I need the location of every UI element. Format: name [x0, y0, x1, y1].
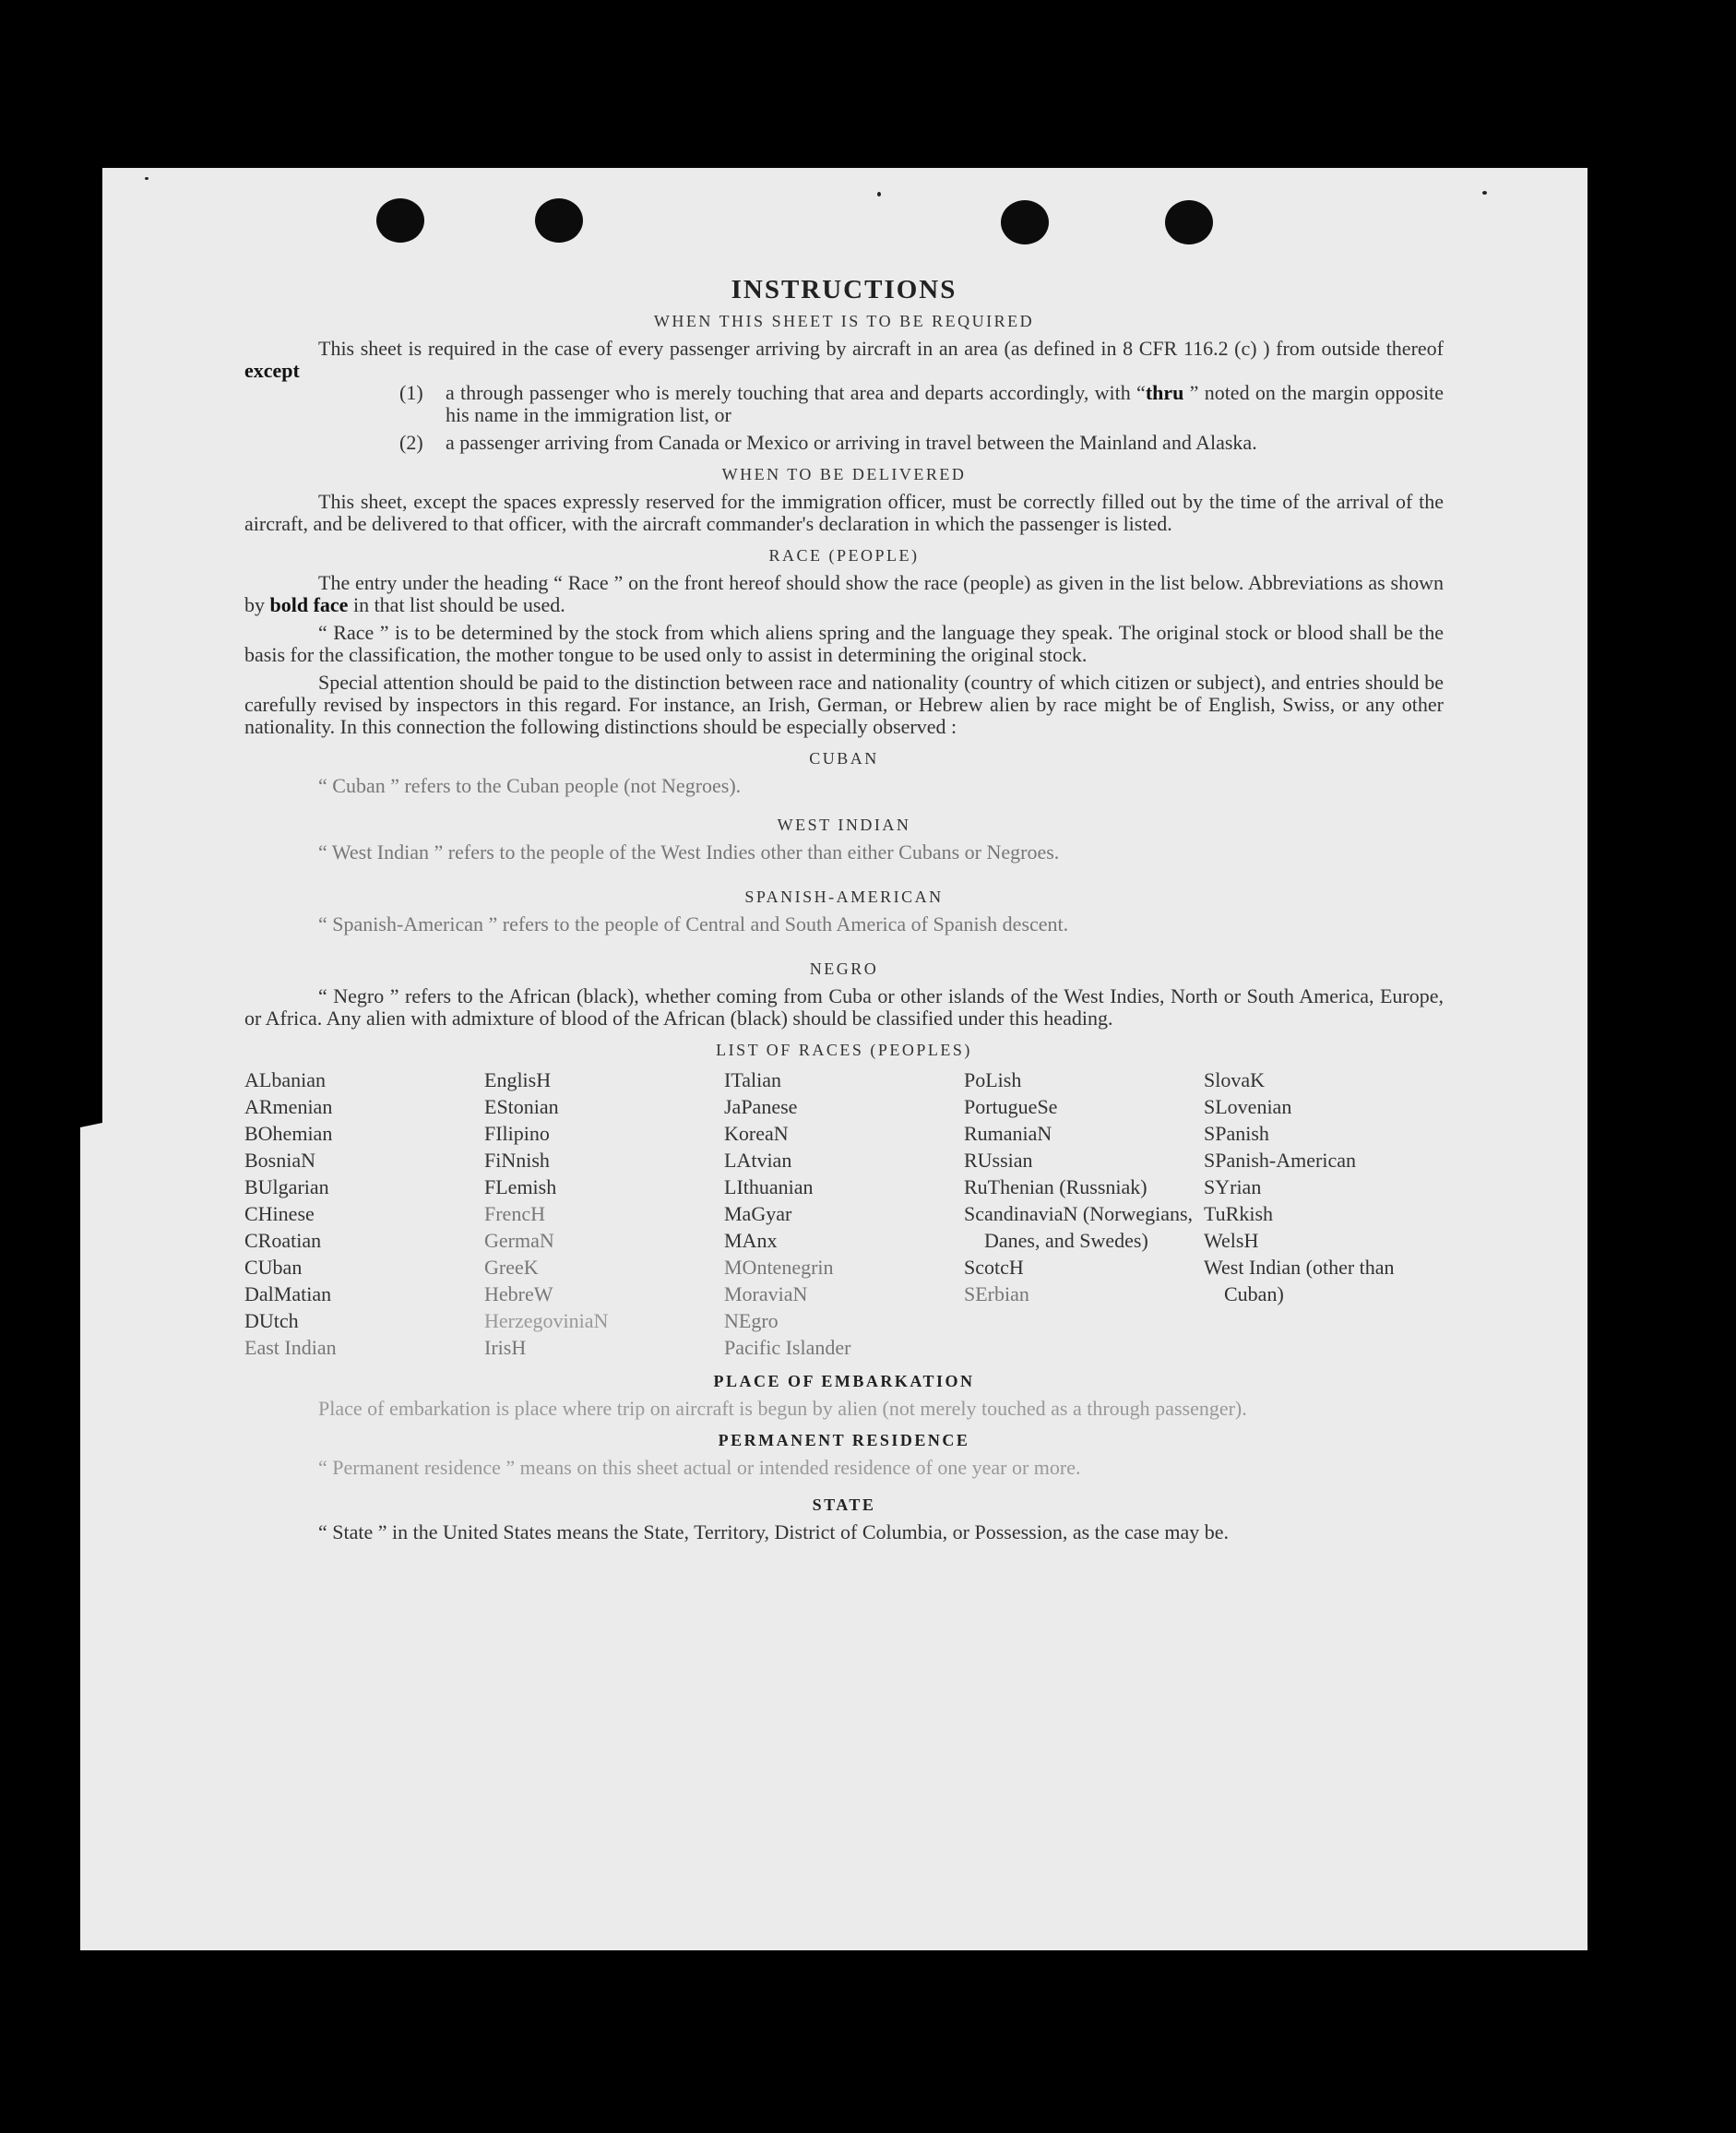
race-entry: FiNnish: [484, 1149, 550, 1172]
page-title: INSTRUCTIONS: [731, 275, 957, 304]
race-entry: DUtch: [244, 1309, 299, 1332]
race-entry: DalMatian: [244, 1282, 332, 1305]
races-column-5: [1204, 1066, 1444, 1361]
race-entry: ScotcH: [964, 1256, 1024, 1279]
race-entry: MaGyar: [724, 1202, 792, 1225]
race-entry: GermaN: [484, 1229, 554, 1252]
when-required-intro: This sheet is required in the case of every passenger arriving by aircraft in an area (as defined in 8 CFR 116.2 (c) ) from outside thereof except: [244, 337, 1444, 382]
race-paragraph-1: The entry under the heading “ Race ” on the front hereof should show the race (people) as given in the list below. Abbreviations as shown by bold face in that list should be used.: [244, 571, 1444, 616]
race-entry: LIthuanian: [724, 1175, 814, 1198]
race-entry: SlovaK: [1204, 1068, 1265, 1091]
races-column-4: [964, 1066, 1204, 1361]
race-entry: KoreaN: [724, 1122, 789, 1145]
race-entry: HebreW: [484, 1282, 553, 1305]
race-entry: JaPanese: [724, 1095, 798, 1118]
paper-speck: [877, 192, 881, 197]
race-entry: RuThenian (Russniak): [964, 1175, 1147, 1198]
when-delivered-text: This sheet, except the spaces expressly reserved for the immigration officer, must be correctly filled out by the time of the arrival of the aircraft, and be delivered to that officer, with the aircraft commander's declaration in which the passenger is listed.: [244, 490, 1444, 535]
cuban-text: “ Cuban ” refers to the Cuban people (not Negroes).: [318, 774, 742, 797]
state-text: “ State ” in the United States means the State, Territory, District of Columbia, or Possession, as the case may be.: [318, 1520, 1230, 1543]
paper-speck: [1482, 191, 1487, 195]
permanent-residence-text: “ Permanent residence ” means on this sheet actual or intended residence of one year or more.: [318, 1456, 1081, 1479]
races-column-1: [244, 1066, 484, 1361]
embarkation-text: Place of embarkation is place where trip on aircraft is begun by alien (not merely touched as a through passenger).: [318, 1397, 1247, 1420]
race-paragraph-2: “ Race ” is to be determined by the stock from which aliens spring and the language they speak. The original stock or blood shall be the basis for the classification, the mother tongue to be used only to assist in determining the original stock.: [244, 621, 1444, 666]
race-entry: West Indian (other than Cuban): [1204, 1256, 1395, 1305]
race-entry: BOhemian: [244, 1122, 333, 1145]
section-heading-when-required: WHEN THIS SHEET IS TO BE REQUIRED: [653, 312, 1035, 330]
race-entry: SErbian: [964, 1282, 1029, 1305]
race-entry: ScandinaviaN (Norwegians, Danes, and Swedes): [964, 1202, 1194, 1252]
race-entry: SLovenian: [1204, 1095, 1292, 1118]
race-entry: FrencH: [484, 1202, 545, 1225]
spanish-american-text: “ Spanish-American ” refers to the people of Central and South America of Spanish descent.: [318, 912, 1069, 935]
race-entry: NEgro: [724, 1309, 779, 1332]
race-entry: RumaniaN: [964, 1122, 1052, 1145]
race-entry: IrisH: [484, 1336, 527, 1359]
punch-hole: [1001, 200, 1049, 244]
race-entry: East Indian: [244, 1336, 337, 1359]
section-heading-permanent-residence: PERMANENT RESIDENCE: [718, 1431, 970, 1449]
race-entry: MOntenegrin: [724, 1256, 834, 1279]
negro-text: “ Negro ” refers to the African (black), whether coming from Cuba or other islands of the West Indies, North or South America, Europe, or Africa. Any alien with admixture of blood of the African (black) should be classified under this heading.: [244, 984, 1444, 1030]
races-column-2: [484, 1066, 724, 1361]
section-heading-race: RACE (PEOPLE): [768, 546, 920, 565]
races-column-3: [724, 1066, 964, 1361]
punch-hole: [1165, 200, 1213, 244]
race-entry: ALbanian: [244, 1068, 326, 1091]
exception-item-2: (2) a passenger arriving from Canada or Mexico or arriving in travel between the Mainland and Alaska.: [399, 431, 1257, 454]
west-indian-text: “ West Indian ” refers to the people of the West Indies other than either Cubans or Negroes.: [318, 840, 1060, 864]
race-entry: PortugueSe: [964, 1095, 1058, 1118]
section-heading-cuban: CUBAN: [809, 749, 879, 768]
race-entry: PoLish: [964, 1068, 1022, 1091]
race-entry: CUban: [244, 1256, 303, 1279]
race-entry: BosniaN: [244, 1149, 315, 1172]
exception-item-1: (1) a through passenger who is merely touching that area and departs accordingly, with “thru ” noted on the margin opposite his name in the immigration list, or: [399, 381, 1445, 426]
race-entry: CRoatian: [244, 1229, 322, 1252]
punch-hole: [376, 198, 424, 243]
section-heading-west-indian: WEST INDIAN: [777, 816, 911, 834]
race-entry: MAnx: [724, 1229, 778, 1252]
paper-speck: [145, 177, 149, 180]
section-heading-negro: NEGRO: [809, 959, 879, 978]
race-entry: FLemish: [484, 1175, 557, 1198]
race-entry: Pacific Islander: [724, 1336, 851, 1359]
race-paragraph-3: Special attention should be paid to the distinction between race and nationality (country of which citizen or subject), and entries should be carefully revised by inspectors in this regard. For instance, an Irish, German, or Hebrew alien by race might be of English, Swiss, or any other nationality. In this connection the following distinctions should be especially observed :: [244, 671, 1444, 738]
race-entry: WelsH: [1204, 1229, 1259, 1252]
section-heading-when-delivered: WHEN TO BE DELIVERED: [721, 465, 967, 483]
section-heading-spanish-american: SPANISH-AMERICAN: [744, 888, 944, 906]
race-entry: MoraviaN: [724, 1282, 808, 1305]
race-entry: GreeK: [484, 1256, 539, 1279]
race-entry: ITalian: [724, 1068, 781, 1091]
race-entry: ARmenian: [244, 1095, 333, 1118]
section-heading-races-list: LIST OF RACES (PEOPLES): [716, 1041, 972, 1059]
race-entry: RUssian: [964, 1149, 1033, 1172]
instructions-content: [244, 277, 1444, 1543]
section-heading-state: STATE: [812, 1495, 876, 1514]
race-entry: FIlipino: [484, 1122, 550, 1145]
race-entry: EStonian: [484, 1095, 559, 1118]
race-entry: EnglisH: [484, 1068, 552, 1091]
section-heading-embarkation: PLACE OF EMBARKATION: [713, 1372, 975, 1390]
race-entry: CHinese: [244, 1202, 315, 1225]
punch-hole: [535, 198, 583, 243]
race-entry: HerzegoviniaN: [484, 1309, 609, 1332]
race-entry: SPanish-American: [1204, 1149, 1356, 1172]
races-list: [244, 1066, 1444, 1361]
race-entry: BUlgarian: [244, 1175, 329, 1198]
race-entry: LAtvian: [724, 1149, 792, 1172]
race-entry: SYrian: [1204, 1175, 1262, 1198]
race-entry: SPanish: [1204, 1122, 1269, 1145]
race-entry: TuRkish: [1204, 1202, 1274, 1225]
